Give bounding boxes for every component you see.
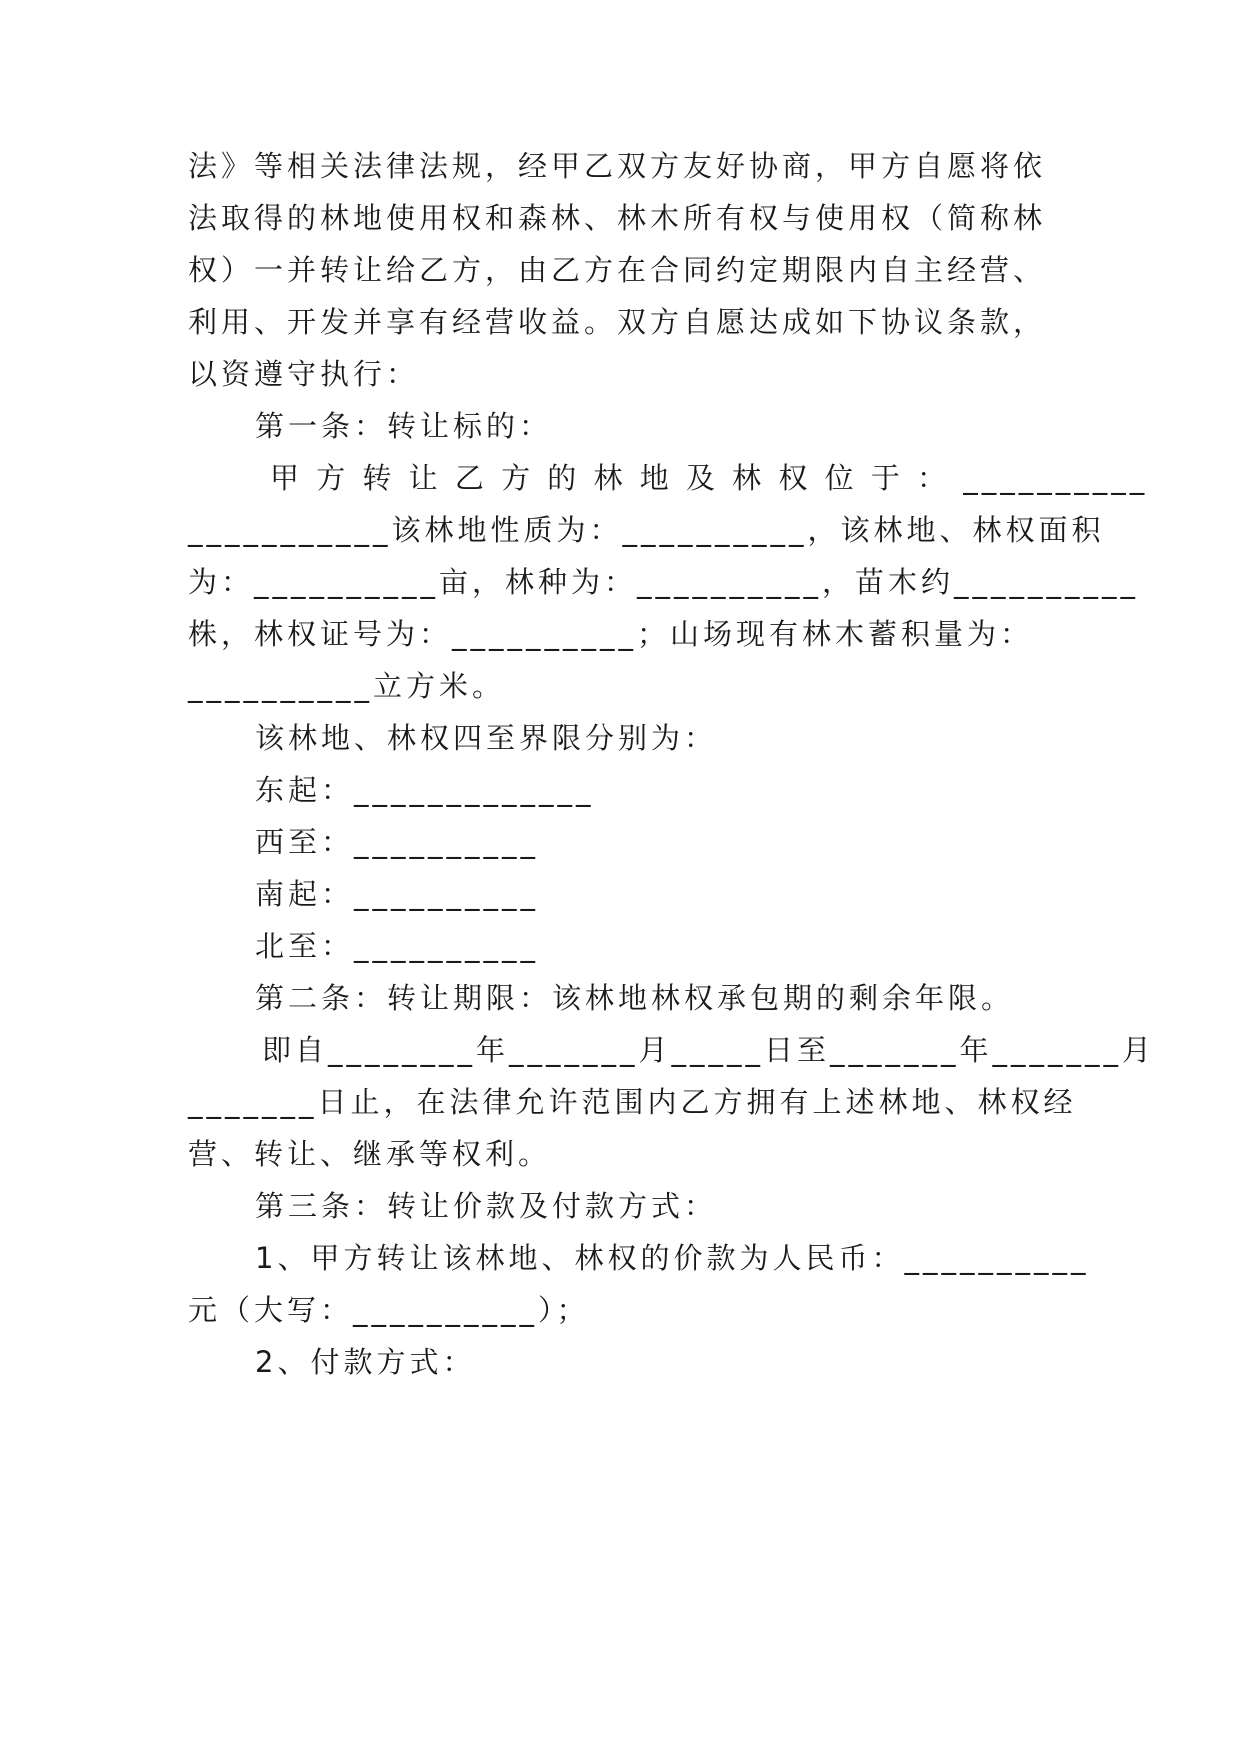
paragraph-line: 法》等相关法律法规，经甲乙双方友好协商，甲方自愿将依 <box>188 149 1047 183</box>
boundary-north: 北至：__________ <box>255 929 540 963</box>
price-line: 1、甲方转让该林地、林权的价款为人民币：__________ <box>255 1241 1090 1275</box>
paragraph-line: ___________该林地性质为：__________，该林地、林权面积 <box>188 513 1105 547</box>
paragraph-line: 营、转让、继承等权利。 <box>188 1137 552 1171</box>
boundary-heading: 该林地、林权四至界限分别为： <box>255 721 718 755</box>
paragraph-line: 为：__________亩，林种为：__________，苗木约__________ <box>188 565 1140 599</box>
paragraph-line: __________立方米。 <box>188 669 506 703</box>
payment-method-line: 2、付款方式： <box>255 1345 476 1379</box>
transfer-location-line: 甲 方 转 让 乙 方 的 林 地 及 林 权 位 于 ： __________ <box>270 461 1149 495</box>
price-uppercase-line: 元（大写：__________）； <box>188 1293 590 1327</box>
article-1-heading: 第一条：转让标的： <box>255 409 553 443</box>
paragraph-line: 株，林权证号为：__________；山场现有林木蓄积量为： <box>188 617 1034 651</box>
paragraph-line: 权）一并转让给乙方，由乙方在合同约定期限内自主经营、 <box>188 253 1047 287</box>
period-line: 即自________年_______月_____日至_______年_______月 <box>262 1033 1156 1067</box>
paragraph-line: _______日止，在法律允许范围内乙方拥有上述林地、林权经 <box>188 1085 1077 1119</box>
paragraph-line: 利用、开发并享有经营收益。双方自愿达成如下协议条款， <box>188 305 1047 339</box>
paragraph-line: 以资遵守执行： <box>188 357 420 391</box>
boundary-south: 南起：__________ <box>255 877 540 911</box>
article-3-heading: 第三条：转让价款及付款方式： <box>255 1189 718 1223</box>
boundary-west: 西至：__________ <box>255 825 540 859</box>
paragraph-line: 法取得的林地使用权和森林、林木所有权与使用权（简称林 <box>188 201 1047 235</box>
article-2-heading: 第二条：转让期限：该林地林权承包期的剩余年限。 <box>255 981 1015 1015</box>
boundary-east: 东起：_____________ <box>255 773 595 807</box>
